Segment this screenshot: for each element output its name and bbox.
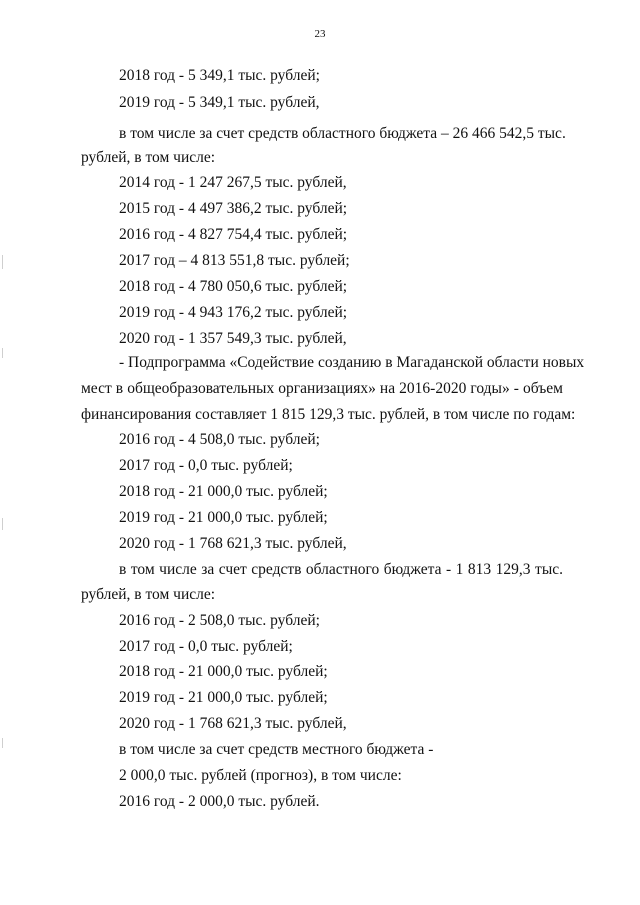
text-line: 2014 год - 1 247 267,5 тыс. рублей,: [119, 174, 347, 191]
text-line: рублей, в том числе:: [81, 586, 216, 603]
text-line: 2018 год - 21 000,0 тыс. рублей;: [119, 483, 328, 500]
text-line: 2016 год - 2 508,0 тыс. рублей;: [119, 612, 320, 629]
text-line: 2017 год - 0,0 тыс. рублей;: [119, 638, 293, 655]
text-line: 2018 год - 5 349,1 тыс. рублей;: [119, 67, 320, 84]
text-line: финансирования составляет 1 815 129,3 тыс. рублей, в том числе по годам:: [81, 406, 576, 423]
text-line: в том числе за счет средств областного бюджета - 1 813 129,3 тыс.: [119, 561, 563, 578]
text-line: 2016 год - 4 508,0 тыс. рублей;: [119, 431, 320, 448]
text-line: 2019 год - 21 000,0 тыс. рублей;: [119, 509, 328, 526]
text-line: - Подпрограмма «Содействие созданию в Магаданской области новых: [119, 354, 585, 371]
text-line: в том числе за счет средств местного бюджета -: [119, 741, 434, 758]
page-number: 23: [314, 28, 326, 40]
text-line: 2019 год - 21 000,0 тыс. рублей;: [119, 689, 328, 706]
text-line: 2019 год - 5 349,1 тыс. рублей,: [119, 94, 320, 111]
scan-edge-mark: [2, 255, 3, 269]
text-line: 2016 год - 2 000,0 тыс. рублей.: [119, 793, 320, 810]
text-line: 2019 год - 4 943 176,2 тыс. рублей;: [119, 304, 348, 321]
text-line: 2020 год - 1 357 549,3 тыс. рублей,: [119, 330, 347, 347]
text-line: 2020 год - 1 768 621,3 тыс. рублей,: [119, 535, 347, 552]
text-line: 2016 год - 4 827 754,4 тыс. рублей;: [119, 226, 348, 243]
text-line: в том числе за счет средств областного бюджета – 26 466 542,5 тыс.: [119, 125, 566, 142]
text-line: 2017 год - 0,0 тыс. рублей;: [119, 457, 293, 474]
text-line: 2017 год – 4 813 551,8 тыс. рублей;: [119, 252, 350, 269]
scan-edge-mark: [2, 518, 3, 530]
scan-edge-mark: [2, 738, 3, 748]
scan-edge-mark: [2, 348, 3, 358]
text-line: рублей, в том числе:: [81, 149, 216, 166]
text-line: 2018 год - 4 780 050,6 тыс. рублей;: [119, 278, 348, 295]
text-line: 2 000,0 тыс. рублей (прогноз), в том числе:: [119, 767, 402, 784]
text-line: мест в общеобразовательных организациях» на 2016-2020 годы» - объем: [81, 380, 563, 397]
text-line: 2018 год - 21 000,0 тыс. рублей;: [119, 663, 328, 680]
text-line: 2015 год - 4 497 386,2 тыс. рублей;: [119, 200, 348, 217]
text-line: 2020 год - 1 768 621,3 тыс. рублей,: [119, 715, 347, 732]
